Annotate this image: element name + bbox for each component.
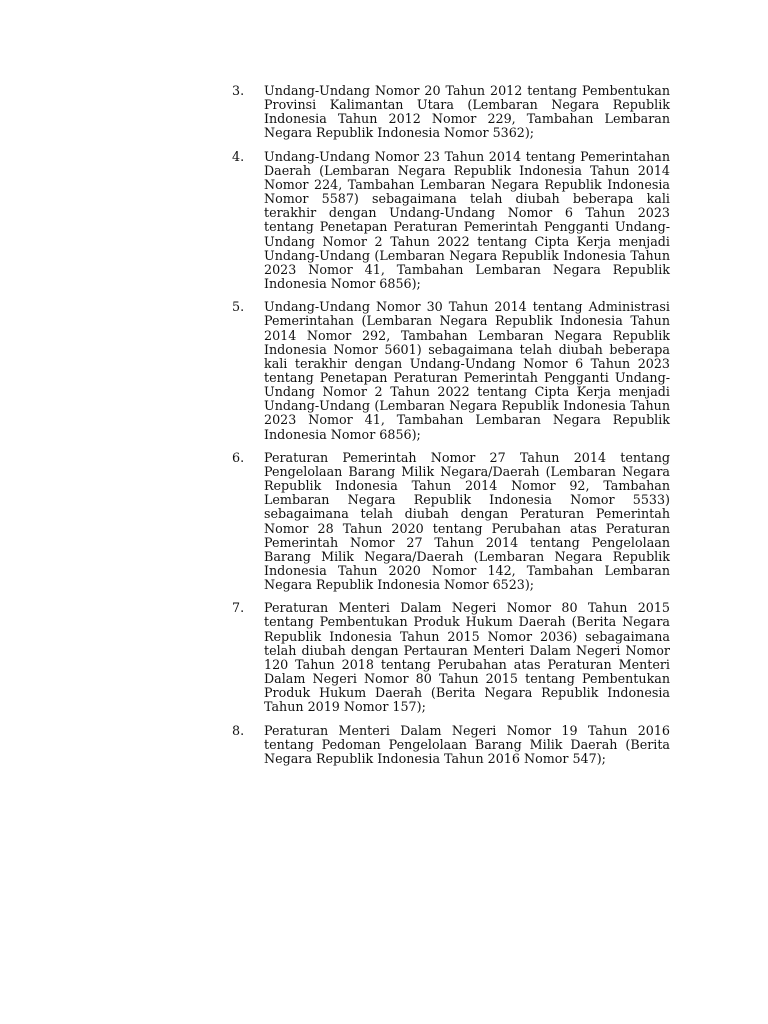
list-item — [232, 150, 670, 292]
item-number: 4. — [232, 148, 245, 164]
list-item — [232, 300, 670, 442]
item-text: Peraturan Menteri Dalam Negeri Nomor 19 Tahun 2016 tentang Pedoman Pengelolaan Barang Milik Daerah (Berita Negara Republik Indonesia Tahun 2016 Nomor 547); — [264, 722, 670, 766]
item-text: Peraturan Pemerintah Nomor 27 Tahun 2014 tentang Pengelolaan Barang Milik Negara/Daerah (Lembaran Negara Republik Indonesia Tahun 2014 Nomor 92, Tambahan Lembaran Negara Republik Indonesia Nomor 5533) sebagaimana telah diubah dengan Peraturan Pemerintah Nomor 28 Tahun 2020 tentang Perubahan atas Peraturan Pemerintah Nomor 27 Tahun 2014 tentang Pengelolaan Barang Milik Negara/Daerah (Lembaran Negara Republik Indonesia Tahun 2020 Nomor 142, Tambahan Lembaran Negara Republik Indonesia Nomor 6523); — [264, 449, 670, 593]
item-number: 6. — [232, 449, 245, 465]
item-text: Peraturan Menteri Dalam Negeri Nomor 80 Tahun 2015 tentang Pembentukan Produk Hukum Daerah (Berita Negara Republik Indonesia Tahun 2015 Nomor 2036) sebagaimana telah diubah dengan Pertauran Menteri Dalam Negeri Nomor 120 Tahun 2018 tentang Perubahan atas Peraturan Menteri Dalam Negeri Nomor 80 Tahun 2015 tentang Pembentukan Produk Hukum Daerah (Berita Negara Republik Indonesia Tahun 2019 Nomor 157); — [264, 600, 670, 715]
list-item — [232, 84, 670, 141]
item-number: 5. — [232, 299, 245, 315]
list-item — [232, 451, 670, 593]
list-item — [232, 724, 670, 766]
item-text: Undang-Undang Nomor 23 Tahun 2014 tentang Pemerintahan Daerah (Lembaran Negara Republik Indonesia Tahun 2014 Nomor 224, Tambahan Lembaran Negara Republik Indonesia Nomor 5587) sebagaimana telah diubah beberapa kali terakhir dengan Undang-Undang Nomor 6 Tahun 2023 tentang Penetapan Peraturan Pemerintah Pengganti Undang-Undang Nomor 2 Tahun 2022 tentang Cipta Kerja menjadi Undang-Undang (Lembaran Negara Republik Indonesia Tahun 2023 Nomor 41, Tambahan Lembaran Negara Republik Indonesia Nomor 6856); — [264, 148, 670, 292]
item-text: Undang-Undang Nomor 30 Tahun 2014 tentang Administrasi Pemerintahan (Lembaran Negara Republik Indonesia Tahun 2014 Nomor 292, Tambahan Lembaran Negara Republik Indonesia Nomor 5601) sebagaimana telah diubah beberapa kali terakhir dengan Undang-Undang Nomor 6 Tahun 2023 tentang Penetapan Peraturan Pemerintah Pengganti Undang-Undang Nomor 2 Tahun 2022 tentang Cipta Kerja menjadi Undang-Undang (Lembaran Negara Republik Indonesia Tahun 2023 Nomor 41, Tambahan Lembaran Negara Republik Indonesia Nomor 6856); — [264, 299, 670, 442]
item-number: 7. — [232, 600, 245, 616]
legal-basis-list — [232, 84, 670, 775]
item-number: 8. — [232, 722, 245, 738]
item-text: Undang-Undang Nomor 20 Tahun 2012 tentang Pembentukan Provinsi Kalimantan Utara (Lembaran Negara Republik Indonesia Tahun 2012 Nomor 229, Tambahan Lembaran Negara Republik Indonesia Nomor 5362); — [264, 83, 670, 141]
item-number: 3. — [232, 83, 245, 98]
list-item — [232, 601, 670, 714]
